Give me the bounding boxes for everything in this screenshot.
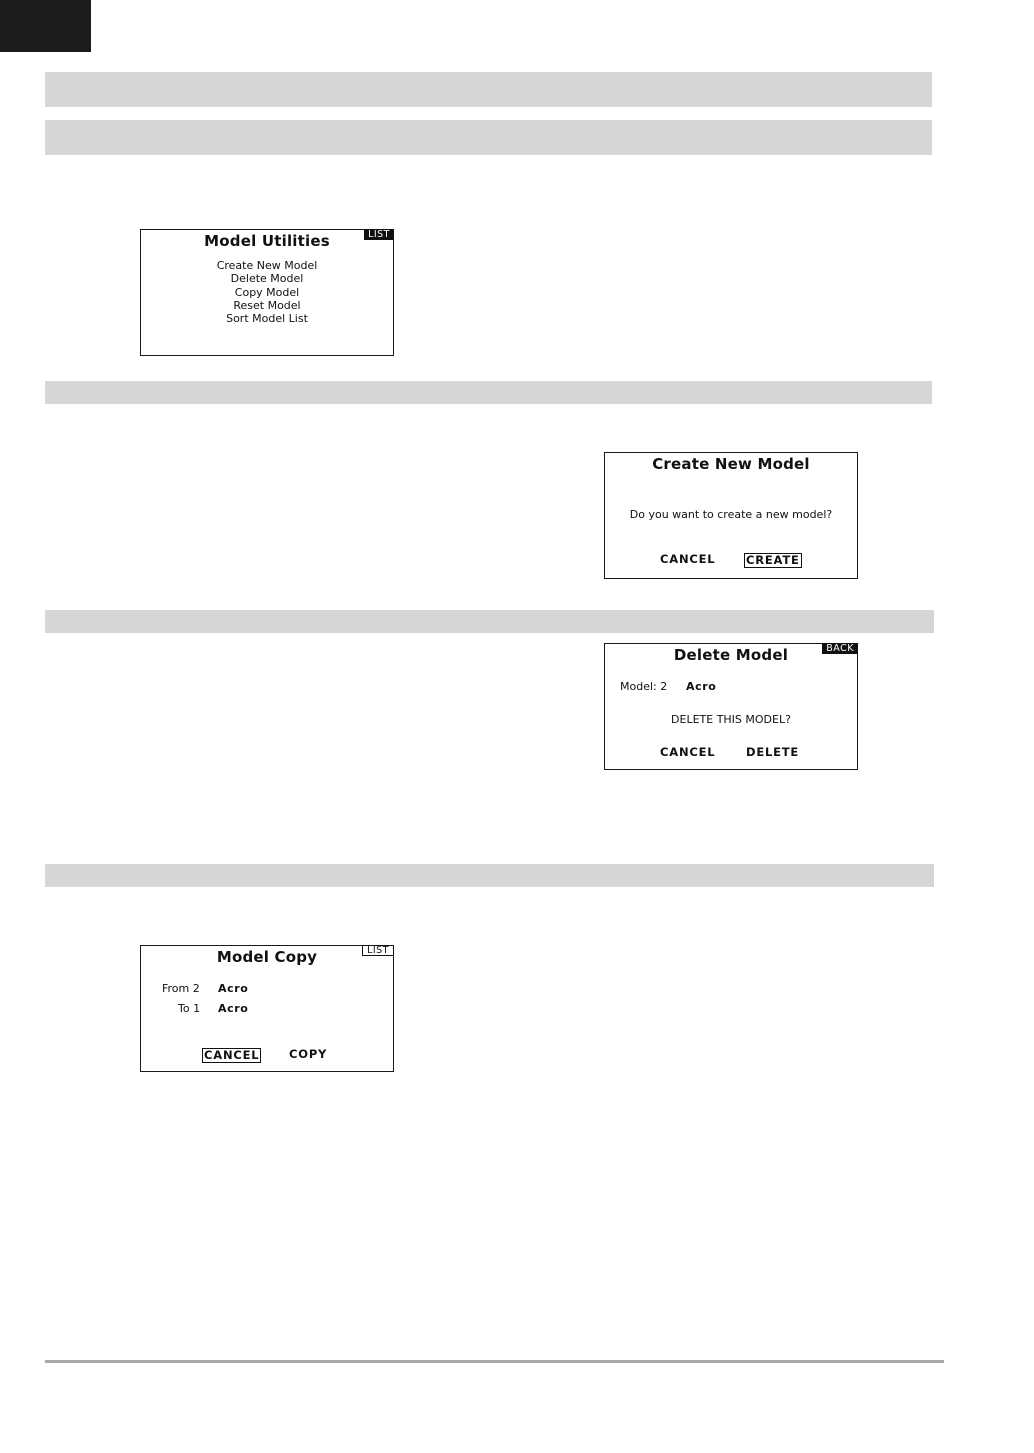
utilities-menu <box>141 259 393 325</box>
section-header-bar <box>45 381 932 404</box>
section-header-bar <box>45 72 932 107</box>
create-button[interactable]: CREATE <box>746 553 800 567</box>
menu-item-copy-model[interactable]: Copy Model <box>234 285 300 299</box>
delete-button[interactable]: DELETE <box>746 745 800 759</box>
model-number-label: Model: 2 <box>620 680 668 693</box>
cancel-button[interactable]: CANCEL <box>660 745 716 759</box>
back-badge[interactable]: BACK <box>822 643 858 654</box>
to-model-label: To 1 <box>178 1002 201 1015</box>
delete-question: DELETE THIS MODEL? <box>671 713 791 726</box>
menu-item-delete-model[interactable]: Delete Model <box>230 272 304 286</box>
delete-model-screen <box>604 643 858 770</box>
section-header-bar <box>45 120 932 155</box>
screen-title: Create New Model <box>652 455 810 473</box>
menu-item-create-new-model[interactable]: Create New Model <box>216 259 318 272</box>
menu-item-sort-model-list[interactable]: Sort Model List <box>226 312 308 326</box>
footer-rule <box>45 1360 944 1363</box>
to-model-name[interactable]: Acro <box>218 1002 249 1015</box>
cancel-button[interactable]: CANCEL <box>660 552 716 566</box>
model-copy-screen <box>140 945 394 1072</box>
screen-title: Delete Model <box>673 646 789 664</box>
create-question: Do you want to create a new model? <box>629 508 833 521</box>
create-new-model-screen <box>604 452 858 579</box>
section-header-bar <box>45 610 934 633</box>
from-model-name[interactable]: Acro <box>218 982 249 995</box>
model-utilities-screen <box>140 229 394 356</box>
page-corner-tab <box>0 0 91 52</box>
model-name-value: Acro <box>686 680 717 693</box>
copy-button[interactable]: COPY <box>289 1047 328 1061</box>
screen-title: Model Copy <box>216 948 318 966</box>
menu-item-reset-model[interactable]: Reset Model <box>233 298 301 312</box>
from-model-label: From 2 <box>162 982 200 995</box>
section-header-bar <box>45 864 934 887</box>
list-badge[interactable]: LIST <box>364 229 394 240</box>
screen-title: Model Utilities <box>204 232 330 250</box>
list-badge[interactable]: LIST <box>362 945 394 956</box>
cancel-button[interactable]: CANCEL <box>204 1048 260 1062</box>
